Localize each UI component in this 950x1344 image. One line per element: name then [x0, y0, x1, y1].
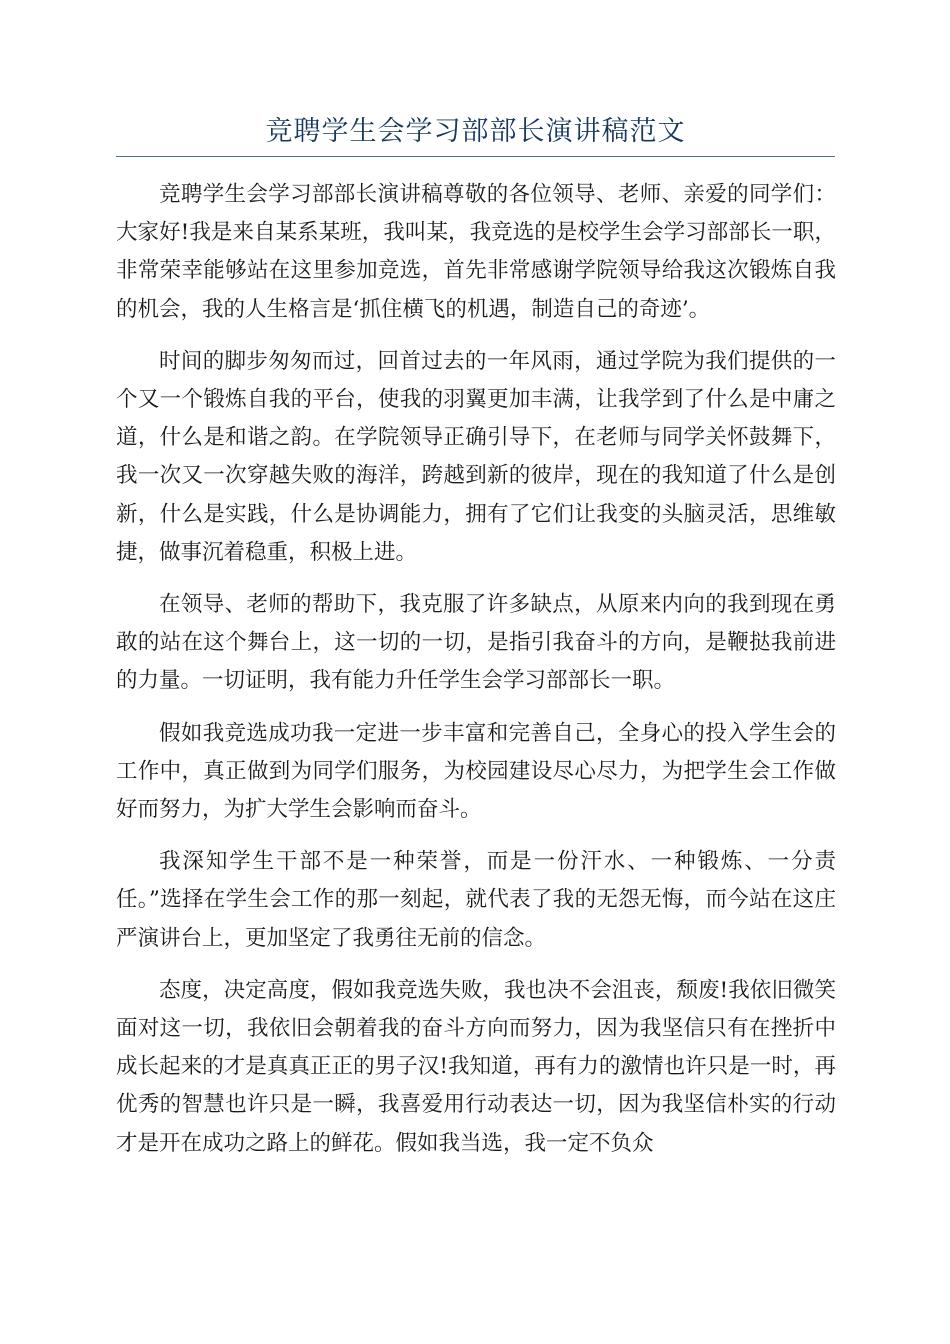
- paragraph-4: 假如我竞选成功我一定进一步丰富和完善自己，全身心的投入学生会的工作中，真正做到为同学们服务，为校园建设尽心尽力，为把学生会工作做好而努力，为扩大学生会影响而奋斗。: [116, 720, 836, 823]
- paragraph-6: 态度，决定高度，假如我竞选失败，我也决不会沮丧，颓废!我依旧微笑面对这一切，我依旧会朝着我的奋斗方向而努力，因为我坚信只有在挫折中成长起来的才是真真正正的男子汉!我知道，再有力的激情也许只是一时，再优秀的智慧也许只是一瞬，我喜爱用行动表达一切，因为我坚信朴实的行动才是开在成功之路上的鲜花。假如我当选，我一定不负众: [116, 977, 836, 1156]
- paragraph-3: 在领导、老师的帮助下，我克服了许多缺点，从原来内向的我到现在勇敢的站在这个舞台上，这一切的一切，是指引我奋斗的方向，是鞭挞我前进的力量。一切证明，我有能力升任学生会学习部部长一职。: [116, 592, 836, 694]
- paragraph-1: 竞聘学生会学习部部长演讲稿尊敬的各位领导、老师、亲爱的同学们：大家好!我是来自某系某班，我叫某，我竞选的是校学生会学习部部长一职，非常荣幸能够站在这里参加竞选，首先非常感谢学院领导给我这次锻炼自我的机会，我的人生格言是‘抓住横飞的机遇，制造自己的奇迹’。: [116, 182, 836, 322]
- paragraph-2: 时间的脚步匆匆而过，回首过去的一年风雨，通过学院为我们提供的一个又一个锻炼自我的平台，使我的羽翼更加丰满，让我学到了什么是中庸之道，什么是和谐之韵。在学院领导正确引导下，在老师与同学关怀鼓舞下，我一次又一次穿越失败的海洋，跨越到新的彼岸，现在的我知道了什么是创新，什么是实践，什么是协调能力，拥有了它们让我变的头脑灵活，思维敏捷，做事沉着稳重，积极上进。: [116, 348, 836, 565]
- paragraph-5: 我深知学生干部不是一种荣誉，而是一份汗水、一种锻炼、一分责任。”选择在学生会工作的那一刻起，就代表了我的无怨无悔，而今站在这庄严演讲台上，更加坚定了我勇往无前的信念。: [116, 849, 836, 951]
- page-title: 竞聘学生会学习部部长演讲稿范文: [265, 116, 686, 147]
- document-body: [116, 176, 836, 1177]
- title-block: [116, 112, 835, 157]
